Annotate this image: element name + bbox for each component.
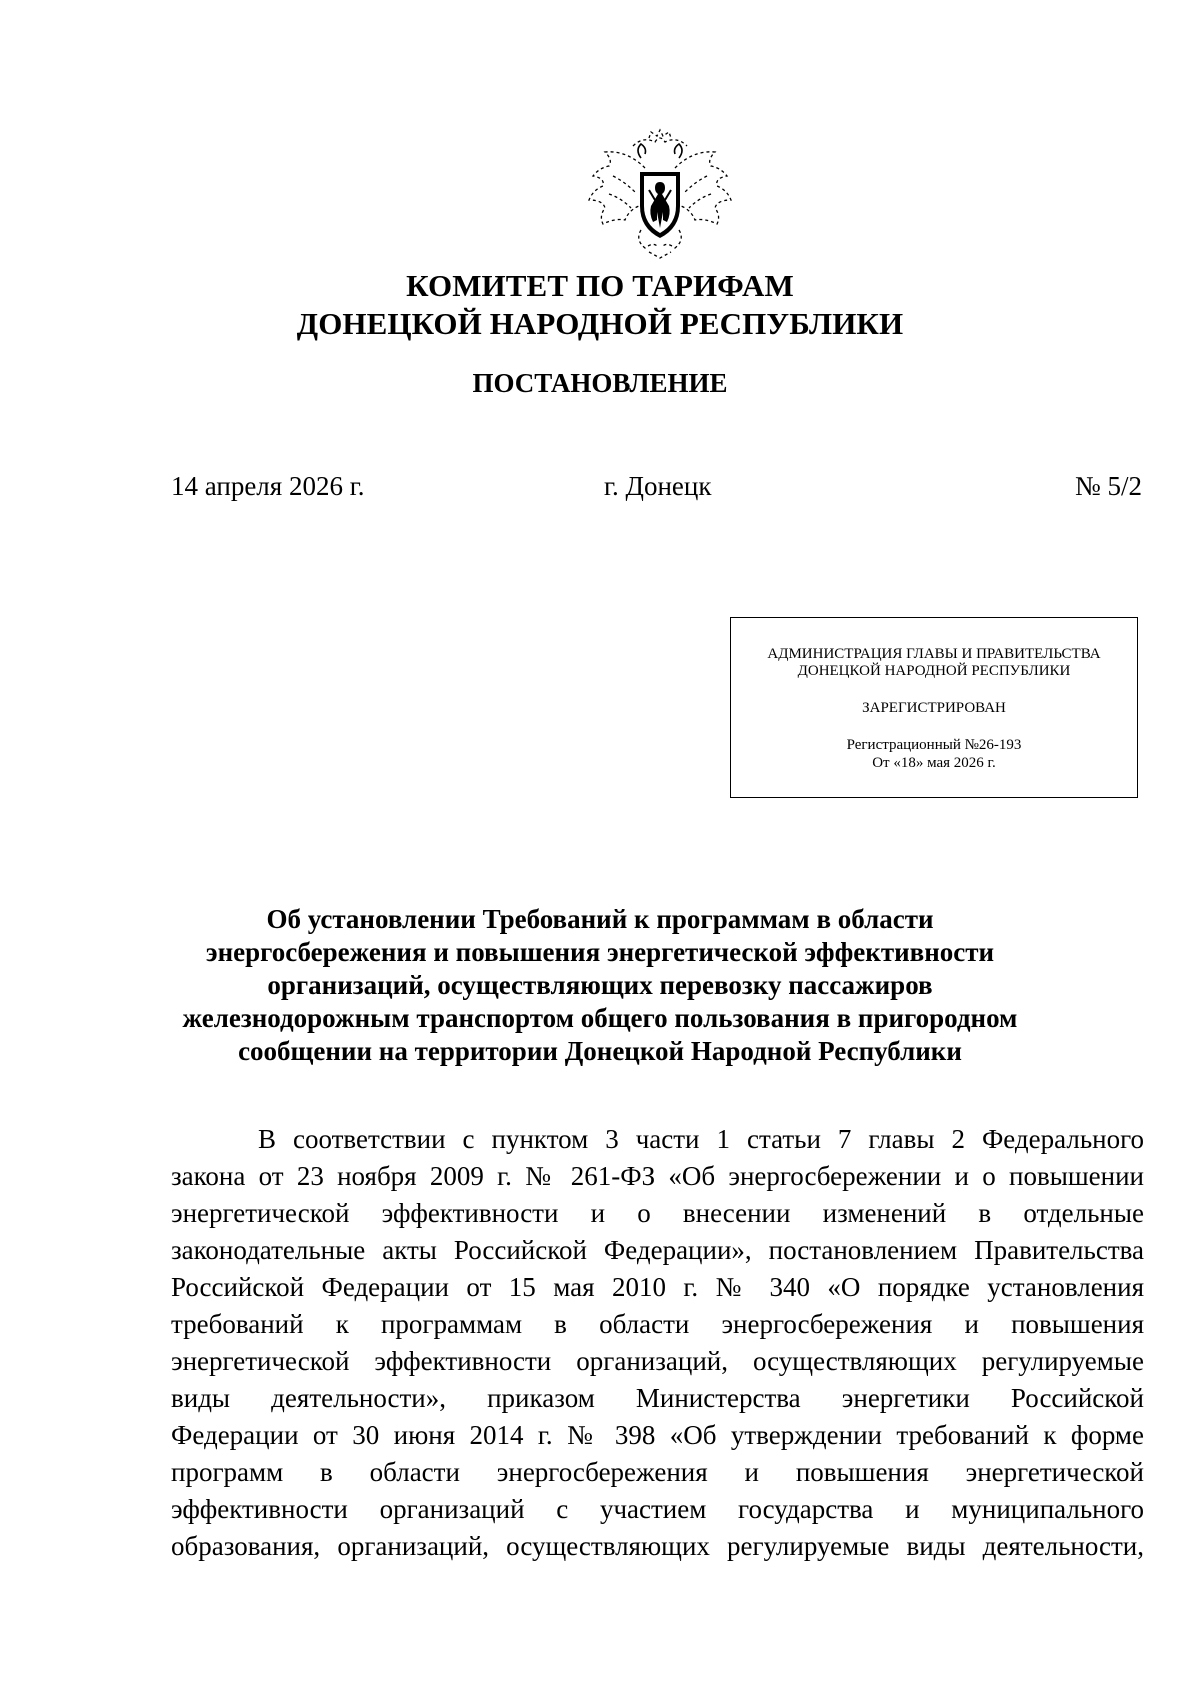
body-line: требований к программам в области энергосбережения и повышения <box>171 1309 1144 1339</box>
body-line: Федерации от 30 июня 2014 г. № 398 «Об утверждении требований к форме <box>171 1420 1144 1450</box>
stamp-authority-line1: АДМИНИСТРАЦИЯ ГЛАВЫ И ПРАВИТЕЛЬСТВА <box>767 646 1101 662</box>
document-date: 14 апреля 2026 г. <box>171 471 365 501</box>
subject-line: энергосбережения и повышения энергетической эффективности <box>205 937 995 967</box>
stamp-authority-line2: ДОНЕЦКОЙ НАРОДНОЙ РЕСПУБЛИКИ <box>797 663 1071 679</box>
body-line: Российской Федерации от 15 мая 2010 г. № 340 «О порядке установления <box>171 1272 1144 1302</box>
coat-of-arms-icon <box>579 128 741 260</box>
body-line: виды деятельности», приказом Министерства энергетики Российской <box>171 1383 1144 1413</box>
body-line: энергетической эффективности организаций, осуществляющих регулируемые <box>171 1346 1144 1376</box>
body-line: законодательные акты Российской Федерации», постановлением Правительства <box>171 1235 1144 1265</box>
document-city: г. Донецк <box>604 471 712 501</box>
subject-line: организаций, осуществляющих перевозку пассажиров <box>267 970 933 1000</box>
document-subject <box>150 903 1050 1068</box>
stamp-registration-date: От «18» мая 2026 г. <box>872 755 996 771</box>
subject-line: сообщении на территории Донецкой Народной Республики <box>238 1036 962 1066</box>
subject-line: Об установлении Требований к программам в области <box>266 904 934 934</box>
stamp-status: ЗАРЕГИСТРИРОВАН <box>862 700 1006 716</box>
stamp-registration-number: Регистрационный №26-193 <box>846 737 1022 753</box>
body-line: энергетической эффективности и о внесении изменений в отдельные <box>171 1198 1144 1228</box>
document-body <box>171 1121 1144 1565</box>
body-line: эффективности организаций с участием государства и муниципального <box>171 1494 1144 1524</box>
organization-title-line2: ДОНЕЦКОЙ НАРОДНОЙ РЕСПУБЛИКИ <box>296 306 904 341</box>
body-line: В соответствии с пунктом 3 части 1 статьи 7 главы 2 Федерального <box>258 1124 1144 1154</box>
body-line: образования, организаций, осуществляющих регулируемые виды деятельности, <box>171 1531 1144 1561</box>
body-line: программ в области энергосбережения и повышения энергетической <box>171 1457 1144 1487</box>
registration-stamp <box>730 617 1138 798</box>
document-type: ПОСТАНОВЛЕНИЕ <box>472 368 728 398</box>
body-line: закона от 23 ноября 2009 г. № 261-ФЗ «Об энергосбережении и о повышении <box>171 1161 1144 1191</box>
organization-title-line1: КОМИТЕТ ПО ТАРИФАМ <box>406 268 794 303</box>
document-number: № 5/2 <box>1075 471 1143 501</box>
subject-line: железнодорожным транспортом общего пользования в пригородном <box>182 1003 1018 1033</box>
